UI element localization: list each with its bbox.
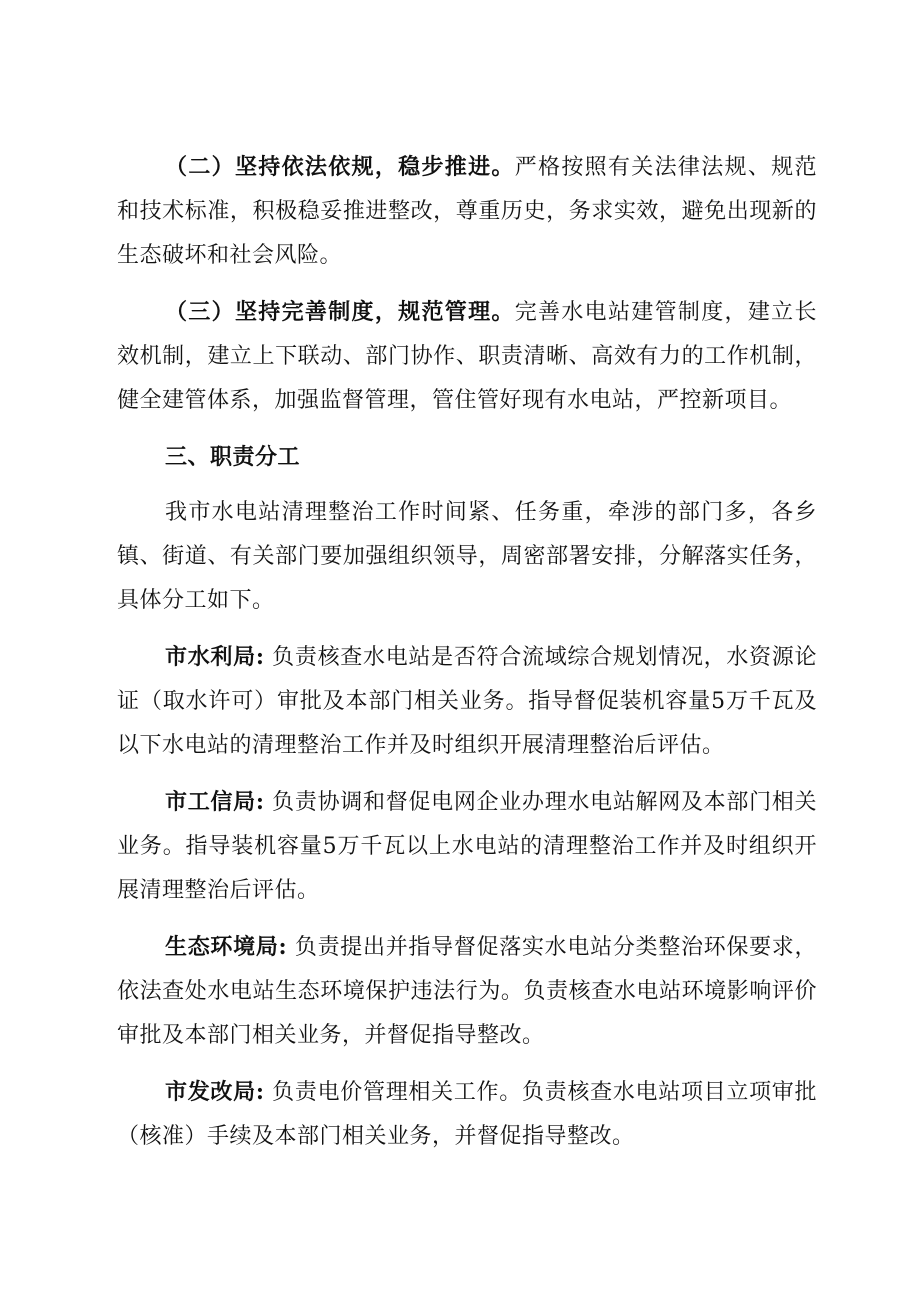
principle-two-paragraph xyxy=(117,145,817,278)
development-bureau-lead: 市发改局: xyxy=(165,1079,265,1105)
environment-bureau-lead: 生态环境局: xyxy=(165,934,288,960)
principle-three-paragraph xyxy=(117,290,817,423)
development-bureau-paragraph xyxy=(117,1070,817,1159)
environment-bureau-text: 负责提出并指导督促落实水电站分类整治环保要求，依法查处水电站生态环境保护违法行为。负责核查水电站环境影响评价审批及本部门相关业务，并督促指导整改。 xyxy=(117,935,817,1048)
section-heading-responsibilities: 三、职责分工 xyxy=(165,444,301,470)
principle-two-text: 严格按照有关法律法规、规范和技术标准，积极稳妥推进整改，尊重历史，务求实效，避免出现新的生态破坏和社会风险。 xyxy=(117,155,817,268)
development-bureau-text: 负责电价管理相关工作。负责核查水电站项目立项审批（核准）手续及本部门相关业务，并督促指导整改。 xyxy=(117,1080,817,1149)
water-bureau-text: 负责核查水电站是否符合流域综合规划情况，水资源论证（取水许可）审批及本部门相关业务。指导督促装机容量5万千瓦及以下水电站的清理整治工作并及时组织开展清理整治后评估。 xyxy=(117,645,817,758)
document-page xyxy=(117,145,817,1171)
industry-bureau-lead: 市工信局: xyxy=(165,789,265,815)
industry-bureau-paragraph xyxy=(117,780,817,913)
water-bureau-paragraph xyxy=(117,635,817,768)
intro-paragraph: 我市水电站清理整治工作时间紧、任务重，牵涉的部门多，各乡镇、街道、有关部门要加强组织领导，周密部署安排，分解落实任务，具体分工如下。 xyxy=(117,500,817,613)
industry-bureau-text: 负责协调和督促电网企业办理水电站解网及本部门相关业务。指导装机容量5万千瓦以上水电站的清理整治工作并及时组织开展清理整治后评估。 xyxy=(117,790,817,903)
environment-bureau-paragraph xyxy=(117,925,817,1058)
principle-three-lead: （三）坚持完善制度，规范管理。 xyxy=(165,299,515,325)
principle-three-text: 完善水电站建管制度，建立长效机制，建立上下联动、部门协作、职责清晰、高效有力的工作机制，健全建管体系，加强监督管理，管住管好现有水电站，严控新项目。 xyxy=(117,300,817,413)
water-bureau-lead: 市水利局: xyxy=(165,644,265,670)
principle-two-lead: （二）坚持依法依规，稳步推进。 xyxy=(165,154,515,180)
